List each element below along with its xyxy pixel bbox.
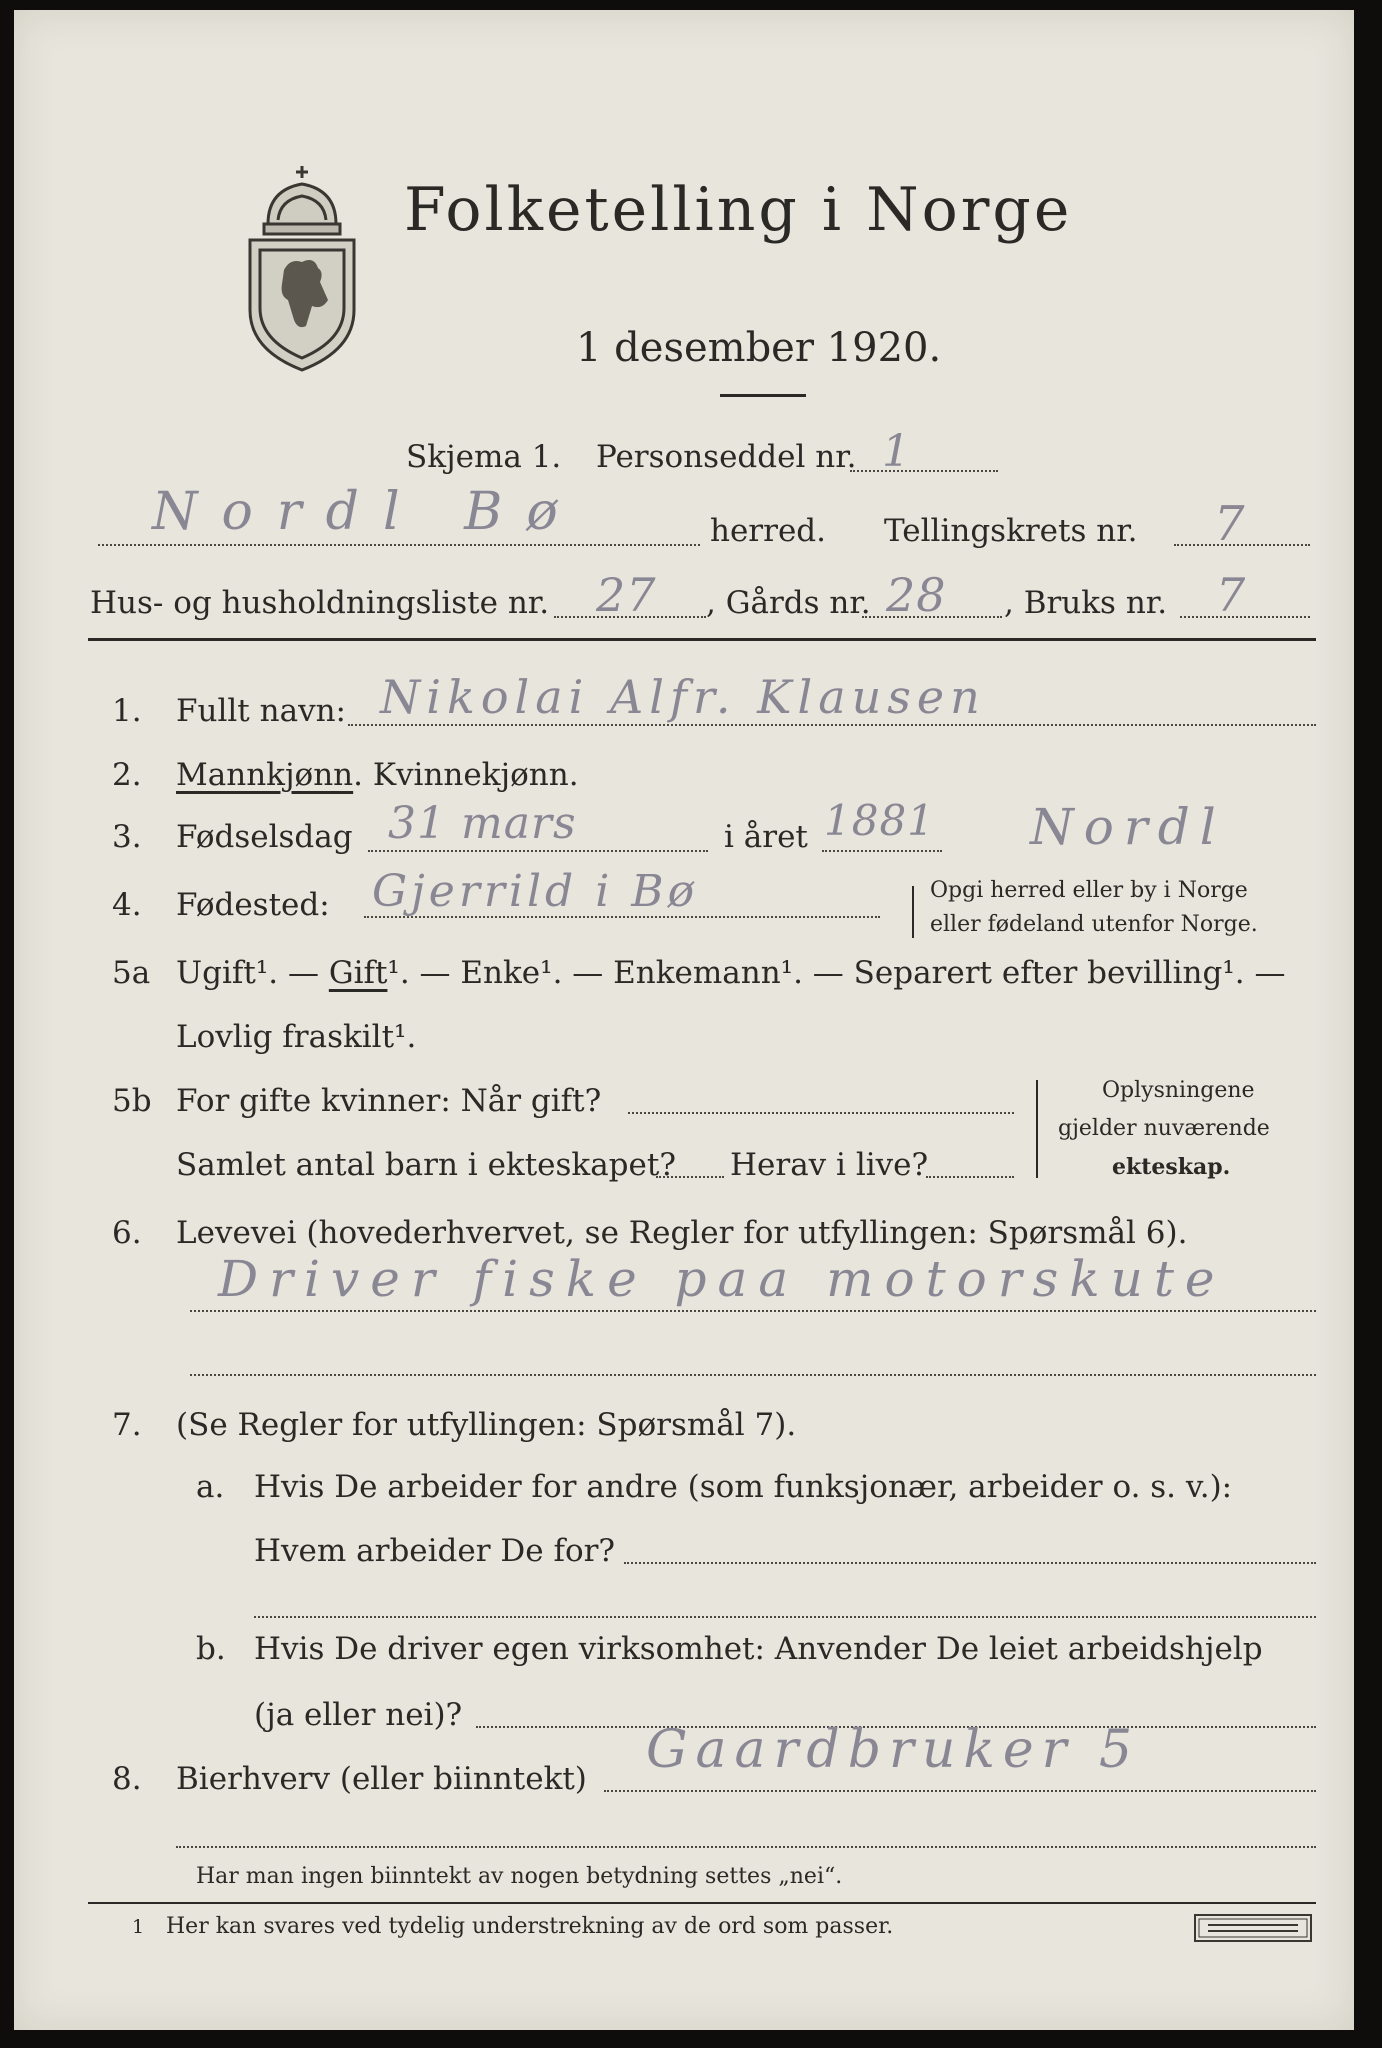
q4-note-brace bbox=[912, 886, 914, 938]
q8-line2 bbox=[176, 1846, 1316, 1848]
q2-male-option[interactable]: Mannkjønn bbox=[176, 757, 354, 793]
q6-number: 6. bbox=[112, 1215, 142, 1251]
q7b-yes-no-label: (ja eller nei)? bbox=[254, 1697, 463, 1733]
q3-number: 3. bbox=[112, 819, 142, 855]
q8-number: 8. bbox=[112, 1761, 142, 1797]
q2-options bbox=[176, 757, 579, 793]
bruks-label: , Bruks nr. bbox=[1004, 585, 1168, 621]
personseddel-line bbox=[850, 470, 998, 472]
q5b-married-line bbox=[628, 1112, 1014, 1114]
tellingskrets-value[interactable]: 7 bbox=[1214, 496, 1246, 552]
herred-value[interactable]: Nordl Bø bbox=[152, 482, 582, 542]
gards-label: , Gårds nr. bbox=[706, 585, 871, 621]
q5b-note-line3: ekteskap. bbox=[1112, 1154, 1231, 1180]
q4-value[interactable]: Gjerrild i Bø bbox=[372, 866, 699, 917]
printer-stamp-icon bbox=[1194, 1914, 1312, 1942]
q8-note: Har man ingen biinntekt av nogen betydning settes „nei“. bbox=[196, 1864, 843, 1889]
footer-separator bbox=[88, 1902, 1316, 1904]
form-date: 1 desember 1920. bbox=[576, 325, 942, 371]
q5a-options bbox=[176, 955, 1286, 991]
q1-line bbox=[348, 724, 1316, 726]
q5b-number: 5b bbox=[112, 1083, 152, 1119]
q3-year-line bbox=[822, 850, 942, 852]
q5b-note-line1: Oplysningene bbox=[1102, 1078, 1255, 1103]
bruks-value[interactable]: 7 bbox=[1216, 568, 1247, 622]
q4-label: Fødested: bbox=[176, 887, 330, 923]
q8-line1 bbox=[604, 1790, 1316, 1792]
q7a-employer-line1 bbox=[624, 1562, 1316, 1564]
footnote-text: Her kan svares ved tydelig understrekning av de ord som passer. bbox=[166, 1914, 894, 1939]
q2-female-option[interactable]: Kvinnekjønn bbox=[372, 757, 569, 793]
q5b-children-label: Samlet antal barn i ekteskapet? bbox=[176, 1147, 676, 1183]
q6-line2 bbox=[190, 1374, 1316, 1376]
q4-note-line2: eller fødeland utenfor Norge. bbox=[930, 912, 1258, 937]
q2-separator: . bbox=[353, 757, 373, 793]
header-separator bbox=[88, 638, 1316, 641]
q4-note-line1: Opgi herred eller by i Norge bbox=[930, 878, 1248, 903]
q6-line1 bbox=[190, 1310, 1316, 1312]
q2-end: . bbox=[568, 757, 579, 793]
q7-label: (Se Regler for utfyllingen: Spørsmål 7). bbox=[176, 1407, 797, 1443]
q2-number: 2. bbox=[112, 757, 142, 793]
schema-label: Skjema 1. bbox=[406, 439, 562, 475]
coat-of-arms-icon bbox=[238, 160, 366, 375]
q8-label: Bierhverv (eller biinntekt) bbox=[176, 1761, 587, 1797]
q1-value[interactable]: Nikolai Alfr. Klausen bbox=[380, 670, 986, 724]
footnote-mark: 1 bbox=[132, 1916, 145, 1938]
q3-year-value[interactable]: 1881 bbox=[824, 796, 935, 845]
q7b-letter: b. bbox=[196, 1631, 226, 1667]
tellingskrets-label: Tellingskrets nr. bbox=[884, 513, 1138, 549]
q3-year-label: i året bbox=[724, 819, 808, 855]
census-form-page bbox=[14, 10, 1354, 2030]
form-title: Folketelling i Norge bbox=[404, 175, 1073, 245]
q7a-employer-label: Hvem arbeider De for? bbox=[254, 1533, 616, 1569]
q3-label: Fødselsdag bbox=[176, 819, 353, 855]
q5a-other-options[interactable]: ¹. — Enke¹. — Enkemann¹. — Separert efter bevilling¹. — bbox=[387, 955, 1286, 991]
q5a-number: 5a bbox=[112, 955, 151, 991]
q5a-ugift-option[interactable]: Ugift¹. — bbox=[176, 955, 329, 991]
q6-value[interactable]: Driver fiske paa motorskute bbox=[218, 1250, 1226, 1308]
q5b-note-line2: gjelder nuværende bbox=[1058, 1116, 1270, 1141]
q1-number: 1. bbox=[112, 693, 142, 729]
q3-value[interactable]: 31 mars bbox=[388, 798, 577, 849]
herred-line bbox=[98, 544, 700, 546]
q5a-fraskilt-option[interactable]: Lovlig fraskilt¹. bbox=[176, 1019, 417, 1055]
q5b-alive-label: Herav i live? bbox=[730, 1147, 929, 1183]
q5b-children-line bbox=[656, 1176, 724, 1178]
q5b-alive-line bbox=[926, 1176, 1014, 1178]
q1-label: Fullt navn: bbox=[176, 693, 346, 729]
q8-value[interactable]: Gaardbruker 5 bbox=[646, 1720, 1141, 1780]
q7b-question: Hvis De driver egen virksomhet: Anvender De leiet arbeidshjelp bbox=[254, 1631, 1263, 1667]
q7a-letter: a. bbox=[196, 1469, 225, 1505]
q5a-gift-option[interactable]: Gift bbox=[328, 955, 388, 991]
q4-number: 4. bbox=[112, 887, 142, 923]
q3-line bbox=[368, 850, 708, 852]
title-divider bbox=[720, 394, 806, 397]
hus-label: Hus- og husholdningsliste nr. bbox=[90, 585, 550, 621]
q5b-note-brace bbox=[1036, 1080, 1038, 1178]
personseddel-value[interactable]: 1 bbox=[882, 426, 911, 477]
q7a-employer-line2 bbox=[254, 1616, 1316, 1618]
q7a-question: Hvis De arbeider for andre (som funksjonær, arbeider o. s. v.): bbox=[254, 1469, 1233, 1505]
herred-label: herred. bbox=[710, 513, 826, 549]
personseddel-label: Personseddel nr. bbox=[596, 439, 857, 475]
gards-value[interactable]: 28 bbox=[886, 568, 947, 622]
hus-value[interactable]: 27 bbox=[596, 568, 657, 622]
q7-number: 7. bbox=[112, 1407, 142, 1443]
q3-extra-note[interactable]: Nordl bbox=[1030, 798, 1226, 856]
q5b-married-label: For gifte kvinner: Når gift? bbox=[176, 1083, 602, 1119]
q6-label: Levevei (hovederhvervet, se Regler for utfyllingen: Spørsmål 6). bbox=[176, 1215, 1188, 1251]
